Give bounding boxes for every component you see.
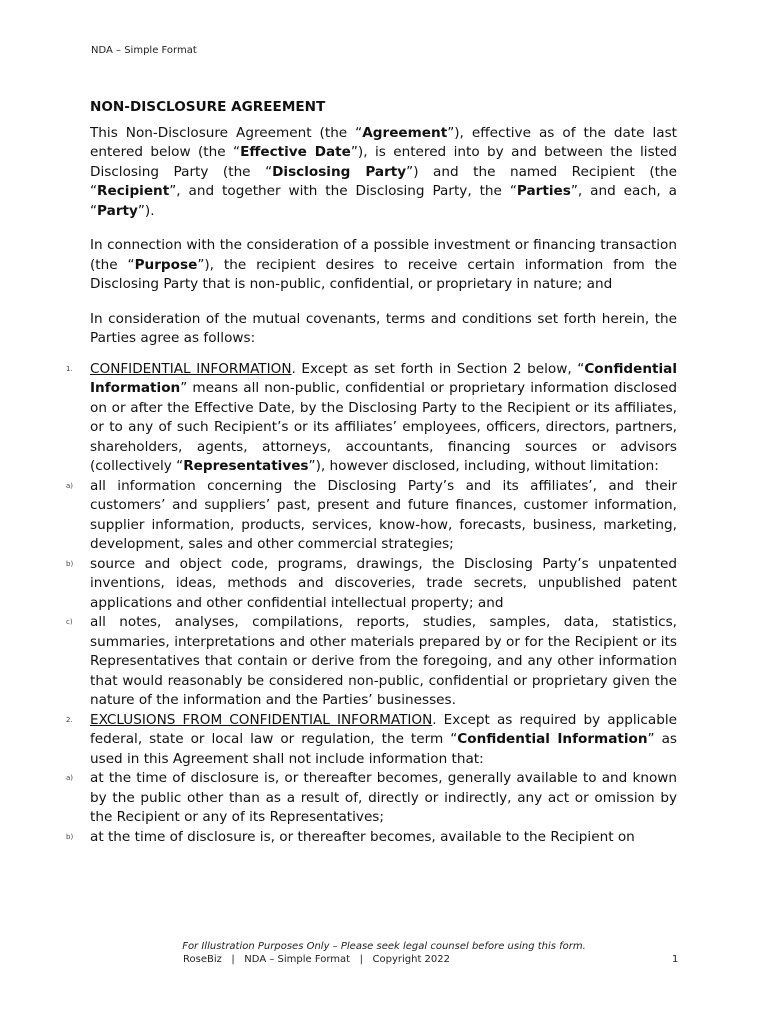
footer-meta: RoseBiz | NDA – Simple Format | Copyright 2022 <box>183 954 451 965</box>
list-marker: b) <box>66 559 74 568</box>
list-marker: a) <box>66 481 74 490</box>
consideration-paragraph: In consideration of the mutual covenants, terms and conditions set forth herein, the Parties agree as follows: <box>90 310 677 346</box>
list-item: c) all notes, analyses, compilations, reports, studies, samples, data, statistics, summaries, interpretations and other materials prepared by or for the Recipient or its Representatives that contain or derive from the foregoing, and any other information that would reasonably be considered non-public, confidential or proprietary given the nature of the information and the Parties’ businesses. <box>66 614 677 708</box>
list-marker: 2. <box>66 715 73 724</box>
list-marker: c) <box>66 618 73 626</box>
section-1-heading: CONFIDENTIAL INFORMATION <box>90 360 292 377</box>
list-marker: a) <box>66 774 74 782</box>
page-header: NDA – Simple Format <box>91 45 197 56</box>
intro-paragraph: This Non-Disclosure Agreement (the “Agreement”), effective as of the date last entered below (the “Effective Date”), is entered into by and between the listed Disclosing Party (the “Disclosing Party”) and the named Recipient (the “Recipient”, and together with the Disclosing Party, the “Parties”, and each, a “Party”). <box>90 124 678 219</box>
section-1: 1. CONFIDENTIAL INFORMATION. Except as set forth in Section 2 below, “Confidential Information” means all non-public, confidential or proprietary information disclosed on or after the Effective Date, by the Disclosing Party to the Recipient or its affiliates, or to any of such Recipient’s or its affiliates’ employees, officers, directors, partners, shareholders, agents, attorneys, accountants, financing sources or advisors (collectively “Representatives”), however disclosed, including, without limitation: <box>66 360 678 474</box>
document-title: NON-DISCLOSURE AGREEMENT <box>90 99 326 115</box>
list-marker: b) <box>66 832 74 841</box>
section-2-heading: EXCLUSIONS FROM CONFIDENTIAL INFORMATION <box>90 711 433 728</box>
document-body <box>66 98 678 847</box>
list-item: a) at the time of disclosure is, or thereafter becomes, generally available to and known by the public other than as a result of, directly or indirectly, any act or omission by the Recipient or any of its Representatives; <box>66 770 677 825</box>
list-marker: 1. <box>66 364 73 373</box>
section-2: 2. EXCLUSIONS FROM CONFIDENTIAL INFORMATION. Except as required by applicable federal, state or local law or regulation, the term “Confidential Information” as used in this Agreement shall not include information that: <box>66 711 678 767</box>
list-item: b) source and object code, programs, drawings, the Disclosing Party’s unpatented inventions, ideas, methods and discoveries, trade secrets, unpublished patent applications and other confidential intellectual property; and <box>66 555 677 611</box>
footer-disclaimer: For Illustration Purposes Only – Please seek legal counsel before using this form. <box>182 941 586 952</box>
list-item: b) at the time of disclosure is, or thereafter becomes, available to the Recipient on <box>66 828 635 845</box>
purpose-paragraph: In connection with the consideration of a possible investment or financing transaction (the “Purpose”), the recipient desires to receive certain information from the Disclosing Party that is non-public, confidential, or proprietary in nature; and <box>90 237 677 292</box>
list-item: a) all information concerning the Disclosing Party’s and its affiliates’, and their customers’ and suppliers’ past, present and future finances, customer information, supplier information, products, services, know-how, forecasts, business, marketing, development, sales and other commercial strategies; <box>66 477 677 552</box>
page-number: 1 <box>672 954 679 965</box>
